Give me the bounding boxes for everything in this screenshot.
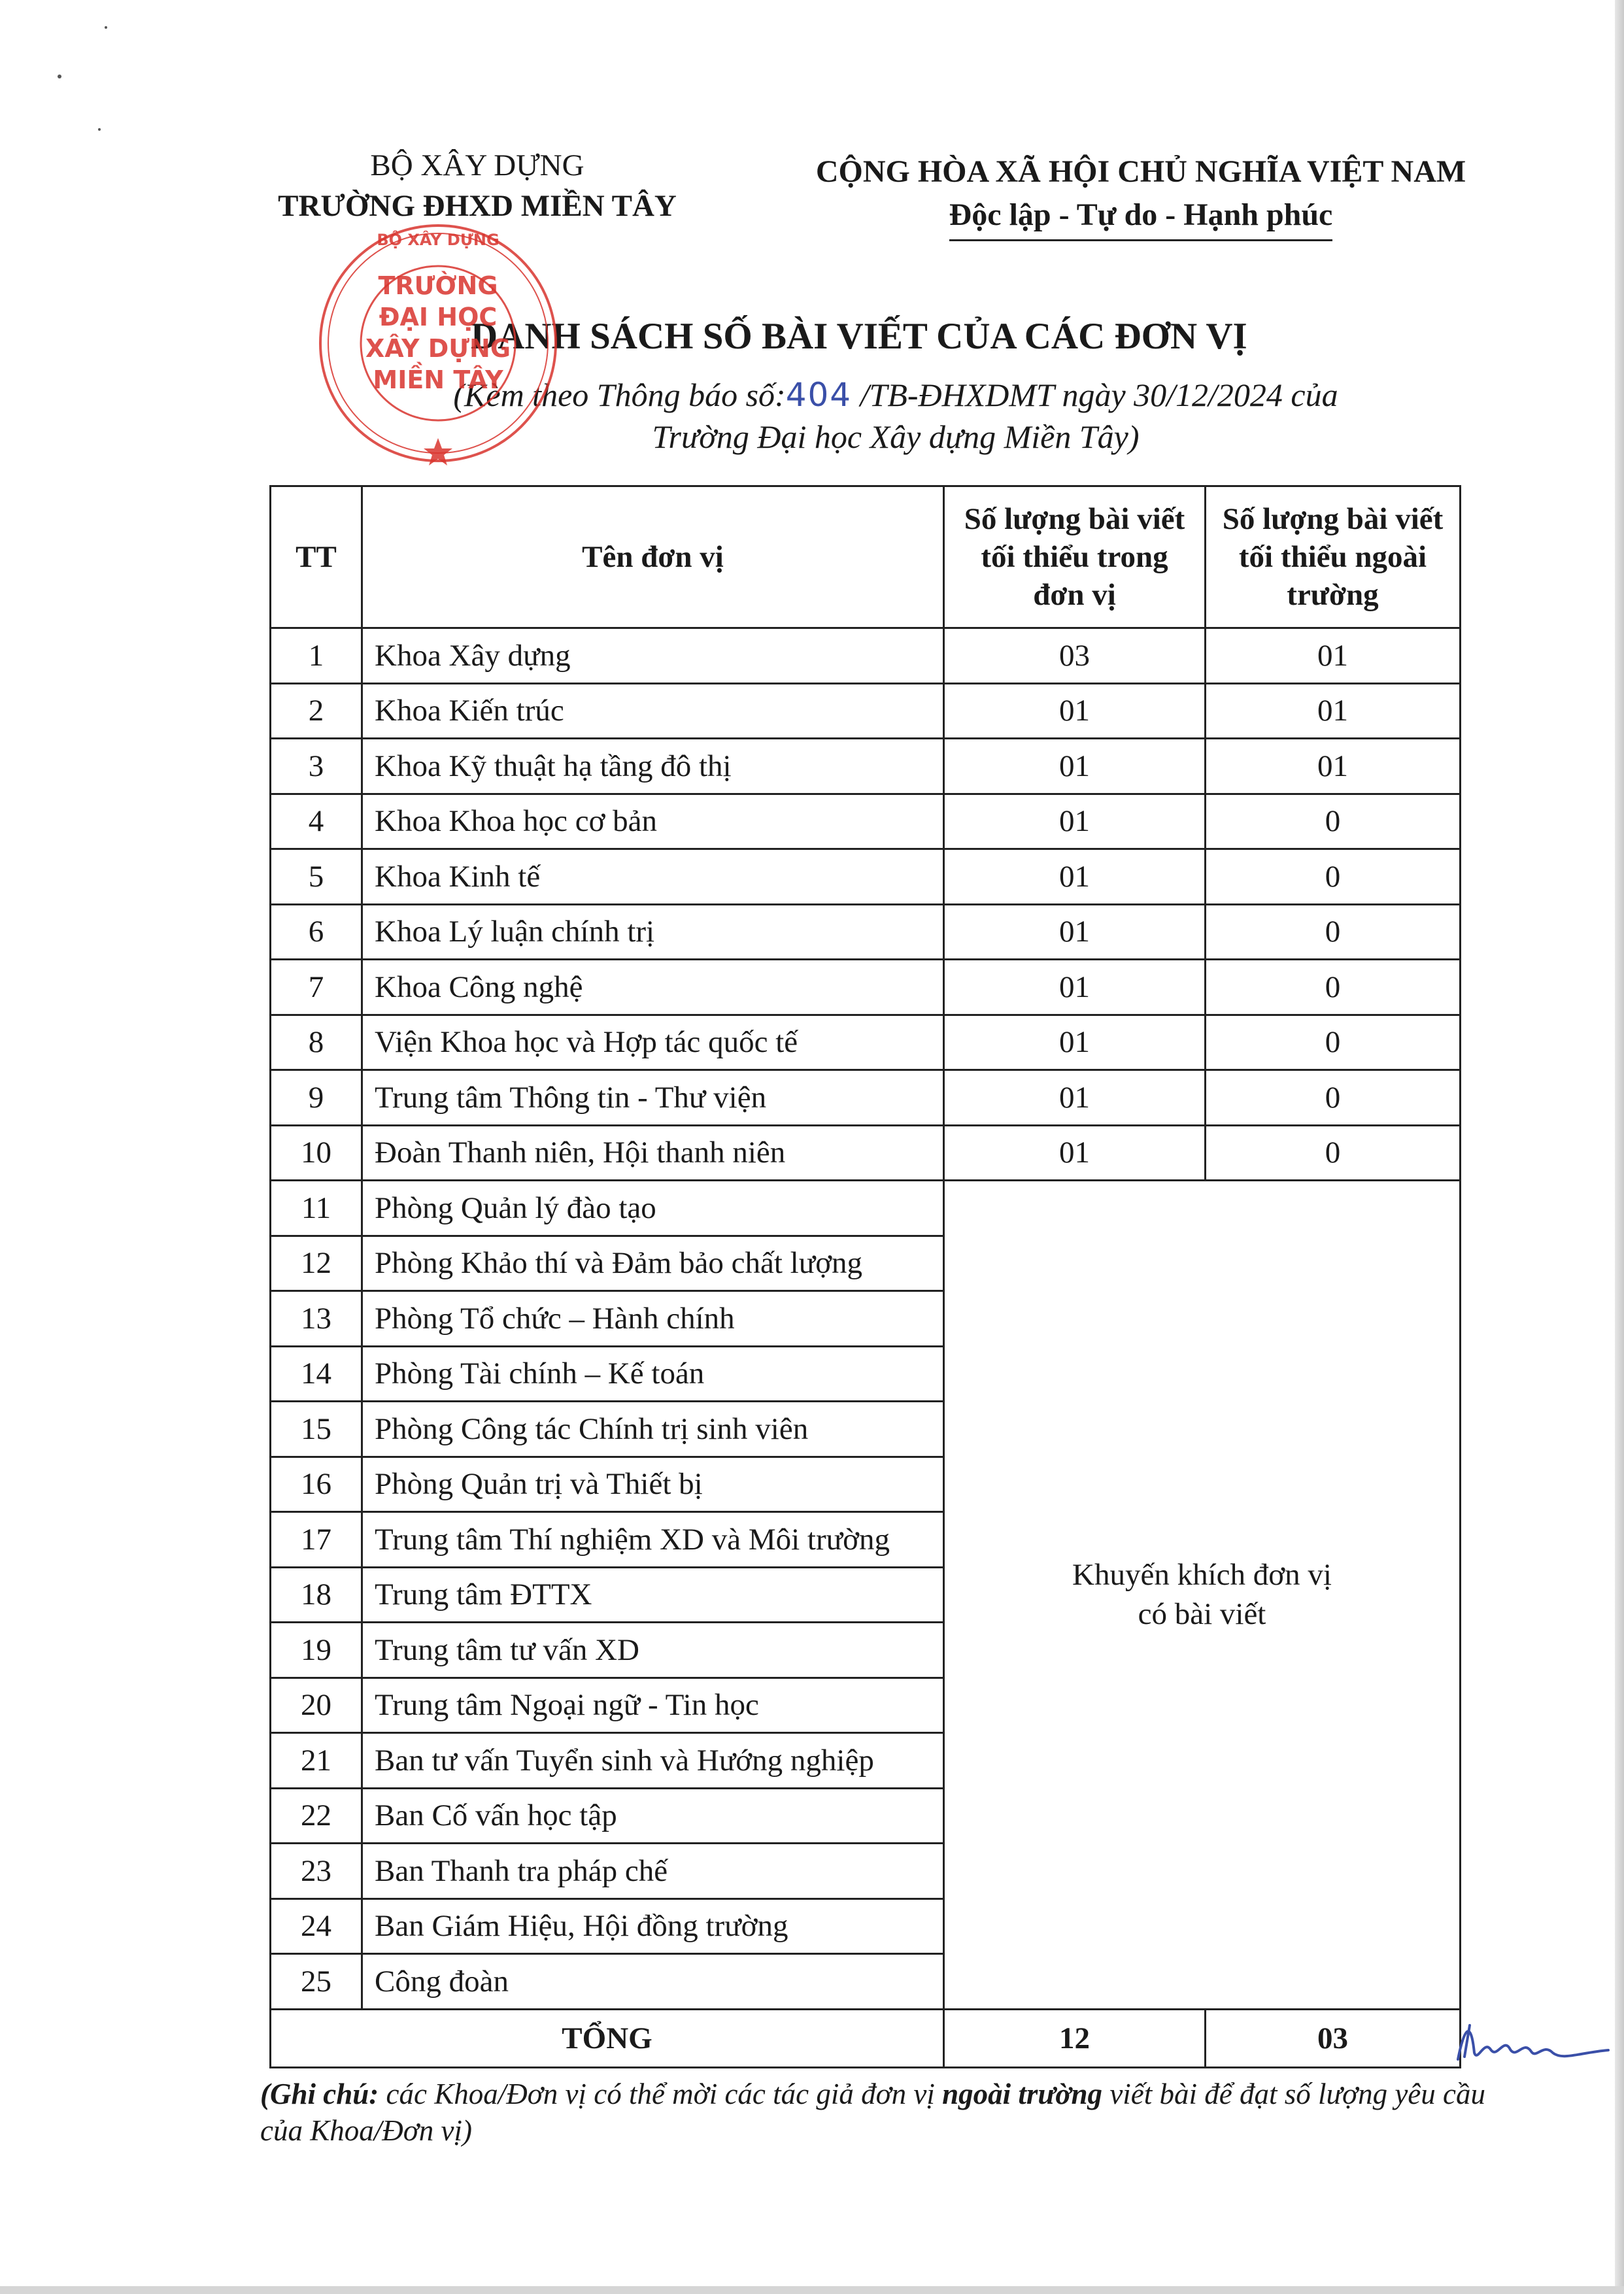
row-outside-count: 01 xyxy=(1206,683,1461,739)
subtitle-line2: Trường Đại học Xây dựng Miền Tây) xyxy=(652,418,1140,455)
stamp-line3: XÂY DỰNG xyxy=(365,334,511,363)
scan-edge-bottom xyxy=(0,2286,1624,2294)
note-label: (Ghi chú: xyxy=(260,2078,379,2110)
row-inside-count: 01 xyxy=(944,849,1206,905)
row-tt: 16 xyxy=(271,1457,362,1512)
row-tt: 24 xyxy=(271,1898,362,1954)
subtitle-prefix: (Kèm theo Thông báo số: xyxy=(453,377,786,413)
row-unit-name: Phòng Quản lý đào tạo xyxy=(362,1181,944,1236)
note-text2: viết bài để đạt số lượng yêu cầu của Khoa/Đơn vị) xyxy=(260,2078,1485,2147)
scan-edge-right xyxy=(1615,0,1624,2294)
row-unit-name: Khoa Công nghệ xyxy=(362,960,944,1015)
handwritten-number: 404 xyxy=(785,376,853,414)
official-stamp xyxy=(307,216,575,471)
encourage-note-line1: Khuyến khích đơn vị xyxy=(1072,1558,1332,1593)
row-unit-name: Ban Giám Hiệu, Hội đồng trường xyxy=(362,1898,944,1954)
row-tt: 4 xyxy=(271,794,362,849)
row-tt: 2 xyxy=(271,683,362,739)
table-row xyxy=(271,904,1461,960)
row-unit-name: Khoa Xây dựng xyxy=(362,628,944,684)
ministry-name: BỘ XÂY DỰNG xyxy=(370,148,584,182)
table-row xyxy=(271,628,1461,684)
table-row xyxy=(271,1125,1461,1181)
row-outside-count: 0 xyxy=(1206,794,1461,849)
row-inside-count: 03 xyxy=(944,628,1206,684)
header-tt: TT xyxy=(271,486,362,628)
row-unit-name: Phòng Công tác Chính trị sinh viên xyxy=(362,1402,944,1457)
total-inside: 12 xyxy=(944,2009,1206,2067)
row-outside-count: 0 xyxy=(1206,904,1461,960)
row-outside-count: 0 xyxy=(1206,1070,1461,1126)
row-tt: 21 xyxy=(271,1733,362,1789)
row-unit-name: Ban Thanh tra pháp chế xyxy=(362,1844,944,1899)
row-tt: 12 xyxy=(271,1236,362,1291)
total-label: TỔNG xyxy=(271,2009,944,2067)
table-row xyxy=(271,739,1461,794)
row-tt: 25 xyxy=(271,1954,362,2010)
issuer-header xyxy=(262,145,693,226)
row-unit-name: Trung tâm tư vấn XD xyxy=(362,1623,944,1678)
row-tt: 6 xyxy=(271,904,362,960)
note-bold: ngoài trường xyxy=(942,2078,1103,2110)
school-name: TRƯỜNG ĐHXD MIỀN TÂY xyxy=(278,189,677,223)
row-unit-name: Trung tâm ĐTTX xyxy=(362,1567,944,1623)
table-row xyxy=(271,683,1461,739)
row-unit-name: Phòng Quản trị và Thiết bị xyxy=(362,1457,944,1512)
row-tt: 10 xyxy=(271,1125,362,1181)
row-unit-name: Phòng Tổ chức – Hành chính xyxy=(362,1291,944,1347)
row-tt: 15 xyxy=(271,1402,362,1457)
row-tt: 17 xyxy=(271,1512,362,1568)
row-tt: 9 xyxy=(271,1070,362,1126)
table-header-row xyxy=(271,486,1461,628)
row-inside-count: 01 xyxy=(944,739,1206,794)
handwritten-signature xyxy=(1445,2014,1615,2072)
table-body xyxy=(271,628,1461,2068)
row-tt: 11 xyxy=(271,1181,362,1236)
row-tt: 22 xyxy=(271,1788,362,1844)
scan-speck xyxy=(105,26,107,29)
row-unit-name: Khoa Kiến trúc xyxy=(362,683,944,739)
row-outside-count: 0 xyxy=(1206,1125,1461,1181)
row-outside-count: 0 xyxy=(1206,849,1461,905)
scan-speck xyxy=(58,75,61,78)
row-tt: 13 xyxy=(271,1291,362,1347)
row-unit-name: Khoa Kinh tế xyxy=(362,849,944,905)
row-tt: 19 xyxy=(271,1623,362,1678)
row-inside-count: 01 xyxy=(944,960,1206,1015)
row-outside-count: 0 xyxy=(1206,960,1461,1015)
row-tt: 14 xyxy=(271,1346,362,1402)
scan-speck xyxy=(98,128,101,131)
national-header xyxy=(791,150,1491,241)
header-outside: Số lượng bài viết tối thiểu ngoài trường xyxy=(1206,486,1461,628)
row-outside-count: 0 xyxy=(1206,1015,1461,1070)
row-unit-name: Trung tâm Thí nghiệm XD và Môi trường xyxy=(362,1512,944,1568)
row-outside-count: 01 xyxy=(1206,628,1461,684)
stamp-line2: ĐẠI HỌC xyxy=(379,303,498,331)
country-name: CỘNG HÒA XÃ HỘI CHỦ NGHĨA VIỆT NAM xyxy=(815,154,1466,189)
subtitle-suffix: /TB-ĐHXDMT ngày 30/12/2024 của xyxy=(852,377,1338,413)
encourage-note-cell xyxy=(944,1181,1461,2010)
row-unit-name: Đoàn Thanh niên, Hội thanh niên xyxy=(362,1125,944,1181)
row-outside-count: 01 xyxy=(1206,739,1461,794)
row-tt: 8 xyxy=(271,1015,362,1070)
row-unit-name: Khoa Khoa học cơ bản xyxy=(362,794,944,849)
row-tt: 5 xyxy=(271,849,362,905)
row-tt: 18 xyxy=(271,1567,362,1623)
stamp-line4: MIỀN TÂY xyxy=(373,365,503,394)
national-motto: Độc lập - Tự do - Hạnh phúc xyxy=(949,194,1333,241)
row-inside-count: 01 xyxy=(944,683,1206,739)
row-tt: 1 xyxy=(271,628,362,684)
table-row xyxy=(271,1070,1461,1126)
table-row xyxy=(271,794,1461,849)
row-unit-name: Viện Khoa học và Hợp tác quốc tế xyxy=(362,1015,944,1070)
note-text1: các Khoa/Đơn vị có thể mời các tác giả đơn vị xyxy=(379,2078,943,2110)
row-unit-name: Ban tư vấn Tuyển sinh và Hướng nghiệp xyxy=(362,1733,944,1789)
document-title: DANH SÁCH SỐ BÀI VIẾT CỦA CÁC ĐƠN VỊ xyxy=(471,316,1247,357)
row-unit-name: Trung tâm Thông tin - Thư viện xyxy=(362,1070,944,1126)
row-tt: 3 xyxy=(271,739,362,794)
row-tt: 23 xyxy=(271,1844,362,1899)
row-unit-name: Phòng Khảo thí và Đảm bảo chất lượng xyxy=(362,1236,944,1291)
row-unit-name: Khoa Lý luận chính trị xyxy=(362,904,944,960)
row-unit-name: Trung tâm Ngoại ngữ - Tin học xyxy=(362,1678,944,1733)
row-inside-count: 01 xyxy=(944,1125,1206,1181)
table-row xyxy=(271,1181,1461,1236)
row-inside-count: 01 xyxy=(944,794,1206,849)
header-inside: Số lượng bài viết tối thiểu trong đơn vị xyxy=(944,486,1206,628)
table-row xyxy=(271,849,1461,905)
row-tt: 7 xyxy=(271,960,362,1015)
row-unit-name: Khoa Kỹ thuật hạ tầng đô thị xyxy=(362,739,944,794)
row-tt: 20 xyxy=(271,1678,362,1733)
units-table xyxy=(269,485,1461,2068)
total-row xyxy=(271,2009,1461,2067)
table-row xyxy=(271,960,1461,1015)
encourage-note-line2: có bài viết xyxy=(1138,1597,1266,1632)
stamp-ring-text: BỘ XÂY DỰNG xyxy=(377,231,499,249)
stamp-line1: TRƯỜNG xyxy=(378,271,498,300)
row-inside-count: 01 xyxy=(944,904,1206,960)
footnote xyxy=(260,2076,1502,2149)
row-unit-name: Công đoàn xyxy=(362,1954,944,2010)
header-name: Tên đơn vị xyxy=(362,486,944,628)
row-unit-name: Ban Cố vấn học tập xyxy=(362,1788,944,1844)
total-outside: 03 xyxy=(1206,2009,1461,2067)
table-row xyxy=(271,1015,1461,1070)
row-inside-count: 01 xyxy=(944,1070,1206,1126)
row-inside-count: 01 xyxy=(944,1015,1206,1070)
row-unit-name: Phòng Tài chính – Kế toán xyxy=(362,1346,944,1402)
